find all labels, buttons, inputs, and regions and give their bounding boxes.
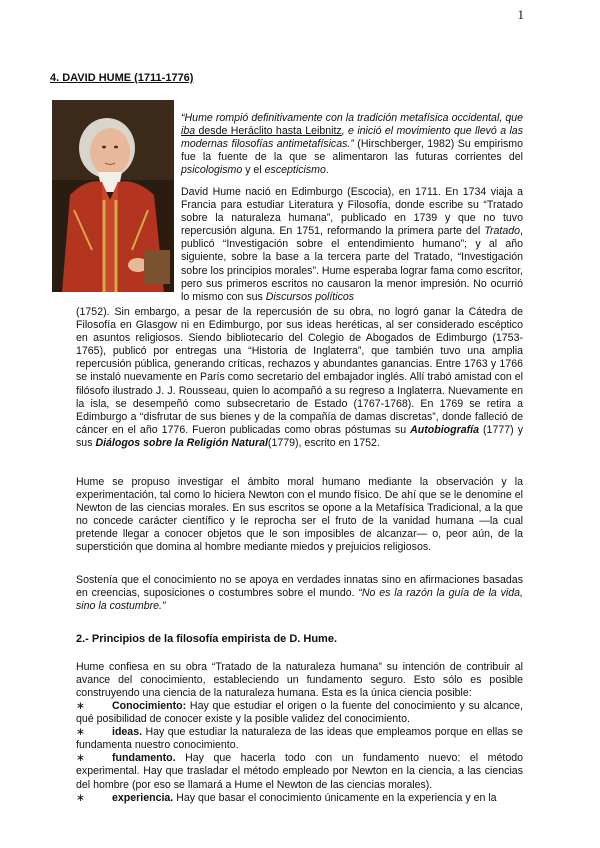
bullet-body: Hay que estudiar el origen o la fuente del conocimiento y su alcance, qué posibilidad de conocer existe y la posible validez del conocimiento. bbox=[76, 700, 523, 726]
treatise-paragraph-block bbox=[76, 661, 523, 700]
knowledge-text: Sostenía que el conocimiento no se apoya en verdades innatas sino en afirmaciones basadas en creencias, suposiciones o costumbres sobre el mundo. bbox=[76, 574, 523, 600]
principles-list bbox=[76, 700, 523, 805]
bio-paragraph-cont bbox=[76, 306, 523, 450]
knowledge-quote: “No es la razón la guía de la vida, sino la costumbre.” bbox=[76, 587, 523, 613]
bullet-mark: ∗ bbox=[76, 700, 85, 712]
intro-quote-paragraph bbox=[181, 112, 523, 177]
bullet-keyword: experiencia. bbox=[112, 791, 174, 804]
bio-autobiografia: Autobiografía bbox=[410, 423, 479, 436]
bullet-mark: ∗ bbox=[76, 752, 85, 765]
bio-column bbox=[181, 186, 523, 304]
list-item bbox=[76, 700, 523, 726]
portrait-drawing bbox=[52, 100, 174, 292]
intro-text-column bbox=[181, 112, 523, 179]
list-item bbox=[76, 792, 523, 805]
bio-text-1: David Hume nació en Edimburgo (Escocia), en 1711. En 1734 viaja a Francia para estudiar Literatura y Filosofía, donde escribe su “Tratado sobre la naturaleza humana”, publicado en 1739 y que no tuvo repercusión alguna. En 1751, reformando la primera parte del bbox=[181, 186, 523, 238]
section-title-principles: 2.- Principios de la filosofía empirista de D. Hume. bbox=[76, 633, 338, 645]
bullet-text bbox=[76, 700, 523, 726]
text-y: y el bbox=[242, 164, 265, 177]
bio-paragraph-start bbox=[181, 186, 523, 304]
bullet-mark: ∗ bbox=[76, 791, 85, 804]
bullet-keyword: Conocimiento: bbox=[112, 700, 187, 712]
bio-continuation bbox=[76, 306, 523, 450]
list-item bbox=[76, 726, 523, 752]
bullet-text bbox=[76, 792, 497, 805]
bio-tratado: Tratado bbox=[484, 225, 521, 238]
bullet-text bbox=[76, 726, 523, 752]
bio-discursos: Discursos políticos bbox=[265, 290, 355, 303]
bullet-text bbox=[76, 752, 523, 791]
page-number: 1 bbox=[517, 7, 524, 22]
treatise-paragraph: Hume confiesa en su obra “Tratado de la naturaleza humana” su intención de contribuir al avance del conocimiento, estableciendo un fundamento seguro. Esto sólo es posible construyendo una ciencia de la naturaleza humana. Esta es la única ciencia posible: bbox=[76, 661, 523, 700]
term-psicologismo: psicologismo bbox=[181, 164, 243, 177]
bio-text-2: , publicó “Investigación sobre el entendimiento humano”; y al año siguiente, sobre la base a la tercera parte del Tratado, “Investigación sobre los principios morales”. Hume esperaba lograr fama como escritor, pero sus primeros escritos no causaron la menor impresión. No ocurrió lo mismo con sus bbox=[181, 225, 523, 303]
knowledge-paragraph bbox=[76, 574, 523, 613]
bio-text-5: (1779), escrito en 1752. bbox=[267, 436, 380, 449]
moral-paragraph: Hume se propuso investigar el ámbito moral humano mediante la observación y la experimentación, tal como lo hiciera Newton con el mundo físico. De ahí que se le denomine el Newton de las ciencias morales. En sus escritos se opone a la Metafísica Tradicional, a la que no concede carácter científico y le reprocha ser el fruto de la vanidad humana —la cual pretende llegar a conocer objetos que le son imposibles de alcanzar— o, peor aún, de la superstición que domina al hombre mediante miedos y prejuicios religiosos. bbox=[76, 476, 523, 554]
bullet-keyword: ideas. bbox=[112, 726, 143, 739]
quote-citation: (Hirschberger, 1982) Su empirismo fue la fuente de la que se alimentaron las futuras corrientes del bbox=[181, 138, 523, 164]
bullet-body: Hay que estudiar la naturaleza de las ideas que empleamos porque en ellas se fundamenta nuestro conocimiento. bbox=[76, 726, 523, 752]
bio-text-3: (1752). Sin embargo, a pesar de la repercusión de su obra, no logró ganar la Cátedra de Filosofía en Glasgow ni en Edimburgo, por sus ideas heréticas, al ser considerado escéptico en asuntos religiosos. Siendo bibliotecario del Colegio de Abogados de Edimburgo (1753-1765), publicó por entregas una “Historia de Inglaterra”, que también tuvo una amplia repercusión pública, generando críticas, rechazos y abundantes ganancias. Entre 1763 y 1766 se instaló nuevamente en París como secretario del embajador inglés. Allí trabó amistad con el filósofo ilustrado J. J. Rousseau, quien lo acompañó a su regreso a Inglaterra. Nuevamente en la isla, se desempeñó como subsecretario de Estado (1767-1768). En 1769 se retira a Edimburgo a “disfrutar de sus bienes y de la compañía de damas discretas”, donde falleció de cáncer en el año 1776. Fueron publicadas como obras póstumas su bbox=[76, 306, 523, 436]
quote-part-b: , e inició el movimiento que llevó a las modernas filosofías antimetafísicas.” bbox=[181, 125, 523, 151]
section-title-hume: 4. DAVID HUME (1711-1776) bbox=[50, 72, 194, 84]
quote-desde: desde Heráclito hasta Leibnitz bbox=[195, 125, 342, 138]
term-escepticismo: escepticismo bbox=[264, 164, 326, 177]
list-item bbox=[76, 752, 523, 791]
bio-text-4: (1777) y sus bbox=[76, 423, 523, 449]
bullet-keyword: fundamento. bbox=[112, 752, 176, 765]
quote-iba: iba bbox=[181, 125, 196, 138]
bullet-body: Hay que hacerla todo con un fundamento nuevo: el método experimental. Hay que trasladar el método empleado por Newton en la ciencia, a las ciencias del hombre (por eso se llamará a Hume el Newton de las ciencias morales). bbox=[76, 752, 523, 791]
quote-part-a: “Hume rompió definitivamente con la tradición metafísica occidental, que bbox=[181, 112, 523, 124]
bio-dialogos: Diálogos sobre la Religión Natural bbox=[95, 436, 268, 449]
bullet-body: Hay que basar el conocimiento únicamente en la experiencia y en la bbox=[173, 791, 497, 804]
bullet-mark: ∗ bbox=[76, 726, 85, 739]
portrait-icon bbox=[52, 100, 174, 292]
knowledge-paragraph-block bbox=[76, 574, 523, 613]
text-end: . bbox=[325, 164, 329, 177]
moral-paragraph-block bbox=[76, 476, 523, 555]
